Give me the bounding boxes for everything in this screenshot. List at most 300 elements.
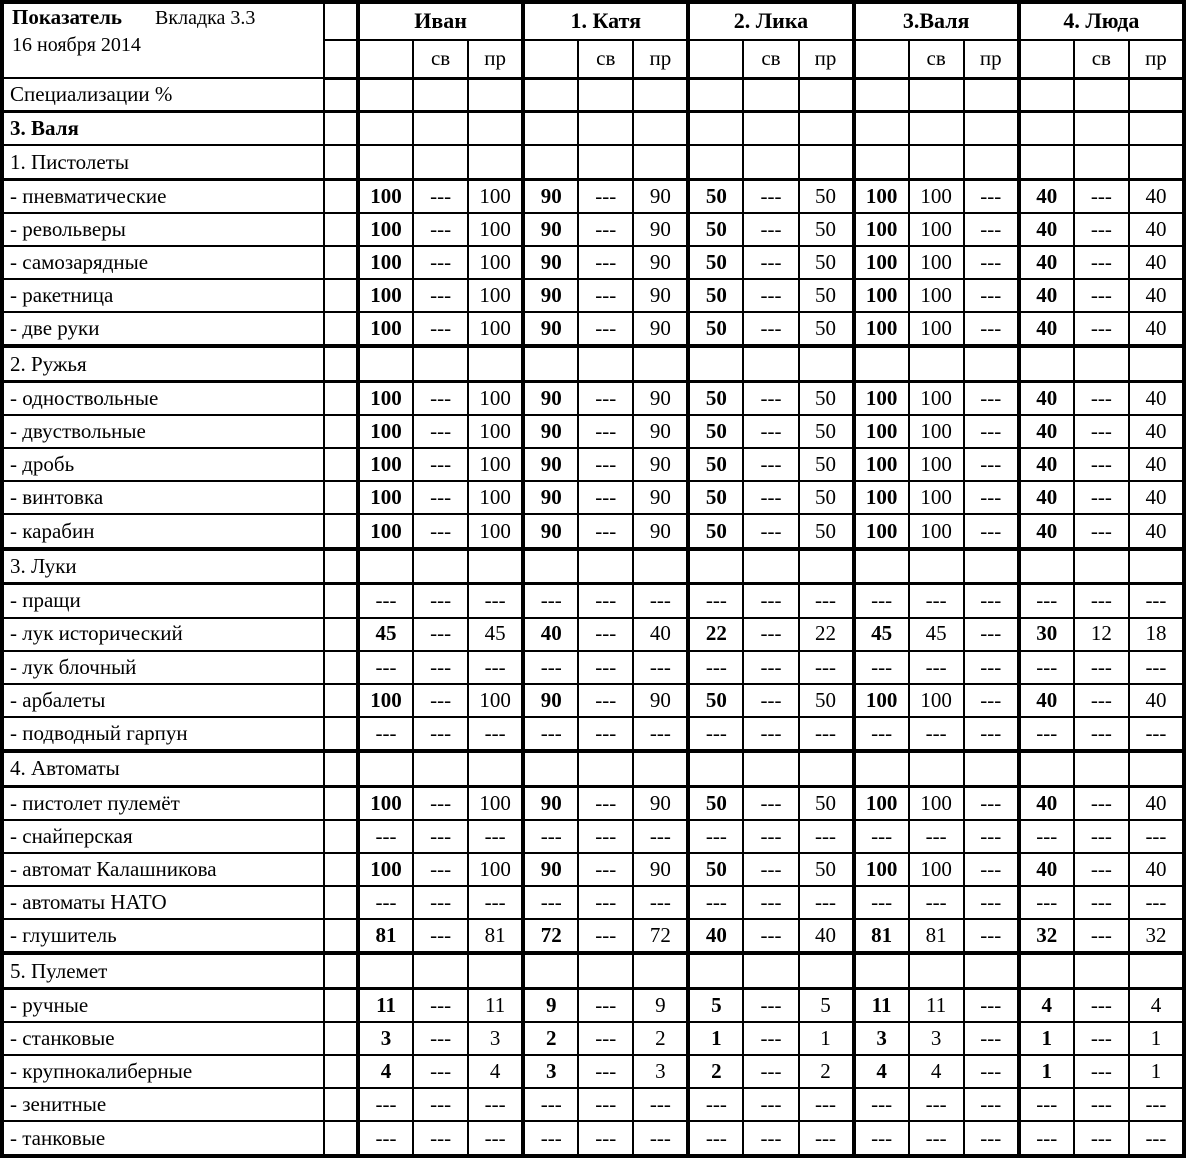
cell: --- (468, 651, 523, 684)
cell: 90 (633, 179, 688, 213)
cell: --- (413, 246, 468, 279)
table-row (2, 112, 1184, 146)
spacer-cell (324, 820, 358, 853)
cell: 45 (358, 618, 413, 651)
cell: 1 (1019, 1055, 1074, 1088)
cell: --- (743, 717, 798, 751)
cell: 9 (523, 988, 578, 1022)
cell: 2 (799, 1055, 854, 1088)
cell: --- (578, 1121, 633, 1156)
cell: --- (578, 1088, 633, 1121)
cell: --- (743, 279, 798, 312)
cell (633, 549, 688, 584)
cell (743, 78, 798, 112)
cell: --- (1074, 448, 1129, 481)
cell: 50 (799, 684, 854, 717)
spacer-cell (324, 381, 358, 415)
cell: --- (964, 312, 1019, 346)
spacer-cell (324, 786, 358, 820)
spacer-cell (324, 514, 358, 548)
cell (633, 953, 688, 988)
cell: --- (358, 1121, 413, 1156)
table-row (2, 651, 1184, 684)
cell (413, 346, 468, 381)
cell: 40 (1019, 786, 1074, 820)
cell (413, 953, 468, 988)
cell (688, 112, 743, 146)
cell (1074, 78, 1129, 112)
cell: --- (1074, 886, 1129, 919)
cell: 90 (633, 448, 688, 481)
spacer-cell (324, 279, 358, 312)
spacer-cell (324, 684, 358, 717)
cell: --- (1019, 717, 1074, 751)
cell (358, 751, 413, 786)
cell: 1 (1129, 1022, 1184, 1055)
cell (468, 346, 523, 381)
cell: 100 (909, 381, 964, 415)
cell: --- (1074, 213, 1129, 246)
cell (1074, 549, 1129, 584)
cell: --- (633, 1121, 688, 1156)
spacer-cell (324, 312, 358, 346)
cell (523, 346, 578, 381)
cell: 40 (1019, 312, 1074, 346)
subcol-blank (523, 40, 578, 78)
cell (1129, 953, 1184, 988)
table-row (2, 549, 1184, 584)
cell: 40 (1129, 786, 1184, 820)
cell: 50 (688, 179, 743, 213)
cell (799, 145, 854, 179)
cell: 32 (1019, 919, 1074, 953)
cell: --- (358, 651, 413, 684)
spacer-cell (324, 618, 358, 651)
cell (523, 751, 578, 786)
cell: 100 (854, 786, 909, 820)
cell (633, 145, 688, 179)
cell: --- (1019, 584, 1074, 618)
cell (743, 953, 798, 988)
row-label: - арбалеты (2, 684, 324, 717)
cell: 90 (633, 213, 688, 246)
cell (909, 78, 964, 112)
cell: --- (743, 584, 798, 618)
cell (413, 78, 468, 112)
group-header-lyuda: 4. Люда (1019, 2, 1184, 40)
row-label: - автоматы НАТО (2, 886, 324, 919)
cell: 100 (468, 684, 523, 717)
cell: --- (743, 179, 798, 213)
cell (413, 751, 468, 786)
cell: 90 (633, 481, 688, 514)
cell (743, 346, 798, 381)
cell: --- (413, 514, 468, 548)
cell: 50 (688, 415, 743, 448)
cell: --- (578, 886, 633, 919)
subcol-sv: св (743, 40, 798, 78)
cell (1129, 751, 1184, 786)
cell: --- (964, 886, 1019, 919)
cell (578, 78, 633, 112)
table-row (2, 179, 1184, 213)
cell: 4 (468, 1055, 523, 1088)
cell: 100 (358, 246, 413, 279)
cell: 81 (358, 919, 413, 953)
table-row (2, 751, 1184, 786)
cell: 100 (854, 312, 909, 346)
cell: --- (743, 618, 798, 651)
cell (964, 751, 1019, 786)
spacer-cell (324, 651, 358, 684)
cell: 90 (523, 312, 578, 346)
cell (1074, 112, 1129, 146)
cell: --- (964, 213, 1019, 246)
row-label: - глушитель (2, 919, 324, 953)
cell: --- (413, 786, 468, 820)
cell: 4 (1129, 988, 1184, 1022)
cell: 100 (468, 381, 523, 415)
cell: --- (743, 312, 798, 346)
cell: --- (413, 684, 468, 717)
cell (854, 78, 909, 112)
cell: 90 (523, 514, 578, 548)
cell: --- (633, 717, 688, 751)
cell: --- (1074, 786, 1129, 820)
cell (523, 145, 578, 179)
cell: --- (633, 1088, 688, 1121)
cell: --- (633, 651, 688, 684)
cell (1129, 346, 1184, 381)
cell: 40 (1129, 481, 1184, 514)
cell: --- (743, 988, 798, 1022)
cell: 40 (1129, 415, 1184, 448)
cell: --- (413, 448, 468, 481)
cell: --- (468, 820, 523, 853)
cell (854, 549, 909, 584)
cell (523, 549, 578, 584)
subcol-blank (854, 40, 909, 78)
cell: --- (964, 1055, 1019, 1088)
cell: --- (413, 988, 468, 1022)
table-row (2, 481, 1184, 514)
cell: --- (909, 1088, 964, 1121)
cell: --- (743, 919, 798, 953)
cell: 100 (909, 213, 964, 246)
subcol-pr: пр (633, 40, 688, 78)
cell: --- (578, 213, 633, 246)
cell: 100 (468, 514, 523, 548)
cell (633, 751, 688, 786)
cell (468, 751, 523, 786)
table-row (2, 919, 1184, 953)
cell: 81 (468, 919, 523, 953)
cell: --- (413, 919, 468, 953)
cell (854, 953, 909, 988)
cell: 40 (799, 919, 854, 953)
spacer-cell (324, 751, 358, 786)
cell: 50 (688, 481, 743, 514)
row-label: Специализации % (2, 78, 324, 112)
row-label: - дробь (2, 448, 324, 481)
cell (633, 346, 688, 381)
cell: --- (633, 886, 688, 919)
cell: --- (578, 246, 633, 279)
table-row (2, 78, 1184, 112)
group-header-katya: 1. Катя (523, 2, 688, 40)
row-label: - две руки (2, 312, 324, 346)
cell: 100 (358, 448, 413, 481)
cell: --- (743, 651, 798, 684)
table-row (2, 448, 1184, 481)
cell: 3 (358, 1022, 413, 1055)
cell: 3 (854, 1022, 909, 1055)
spacer-cell (324, 112, 358, 146)
row-label: - танковые (2, 1121, 324, 1156)
cell: --- (358, 717, 413, 751)
cell: 40 (1129, 246, 1184, 279)
subcol-blank (688, 40, 743, 78)
cell (964, 549, 1019, 584)
cell: --- (578, 1022, 633, 1055)
cell: --- (1074, 1022, 1129, 1055)
cell (1129, 112, 1184, 146)
cell: --- (578, 820, 633, 853)
cell: --- (578, 651, 633, 684)
cell: --- (578, 448, 633, 481)
subcol-blank (1019, 40, 1074, 78)
cell: 40 (1129, 213, 1184, 246)
cell (909, 346, 964, 381)
cell: 32 (1129, 919, 1184, 953)
cell: --- (578, 481, 633, 514)
spacer-cell (324, 1121, 358, 1156)
cell: 2 (688, 1055, 743, 1088)
cell: 40 (1129, 312, 1184, 346)
cell: 40 (1019, 514, 1074, 548)
cell: 30 (1019, 618, 1074, 651)
cell (909, 112, 964, 146)
cell: 50 (799, 514, 854, 548)
cell: 50 (799, 213, 854, 246)
spacer-cell (324, 1022, 358, 1055)
cell: 50 (799, 381, 854, 415)
cell: 50 (799, 786, 854, 820)
spacer-cell (324, 415, 358, 448)
cell: --- (578, 312, 633, 346)
cell: --- (413, 820, 468, 853)
cell: --- (688, 584, 743, 618)
cell: --- (1074, 381, 1129, 415)
cell: --- (578, 279, 633, 312)
cell: --- (964, 1022, 1019, 1055)
cell: --- (468, 886, 523, 919)
cell: --- (964, 820, 1019, 853)
cell: 90 (523, 415, 578, 448)
cell (358, 549, 413, 584)
cell: --- (1129, 1121, 1184, 1156)
cell: --- (1019, 820, 1074, 853)
cell: --- (799, 820, 854, 853)
cell (413, 549, 468, 584)
cell: --- (468, 1121, 523, 1156)
cell: --- (854, 820, 909, 853)
cell: --- (413, 853, 468, 886)
cell (964, 112, 1019, 146)
cell (799, 346, 854, 381)
cell: 100 (358, 381, 413, 415)
cell (1129, 549, 1184, 584)
cell: 100 (468, 279, 523, 312)
cell (1019, 112, 1074, 146)
cell: --- (1074, 1055, 1129, 1088)
cell: --- (523, 1121, 578, 1156)
cell: 100 (854, 684, 909, 717)
cell: --- (413, 584, 468, 618)
cell: 100 (854, 481, 909, 514)
table-row (2, 1088, 1184, 1121)
cell: --- (854, 584, 909, 618)
table-row (2, 381, 1184, 415)
spacer-cell (324, 2, 358, 40)
cell: 40 (1129, 381, 1184, 415)
cell: --- (578, 618, 633, 651)
cell (909, 953, 964, 988)
cell (358, 145, 413, 179)
row-label: - пращи (2, 584, 324, 618)
cell: --- (743, 481, 798, 514)
cell: --- (1074, 820, 1129, 853)
header-row-names (2, 2, 1184, 40)
row-label: 5. Пулемет (2, 953, 324, 988)
cell: 90 (633, 684, 688, 717)
cell: --- (413, 415, 468, 448)
cell: 3 (633, 1055, 688, 1088)
cell: --- (413, 618, 468, 651)
cell (468, 549, 523, 584)
cell: --- (964, 1088, 1019, 1121)
cell: 50 (799, 246, 854, 279)
cell: --- (468, 584, 523, 618)
row-label: - винтовка (2, 481, 324, 514)
cell: 3 (909, 1022, 964, 1055)
cell: --- (1074, 684, 1129, 717)
table-row (2, 1121, 1184, 1156)
cell: 40 (1019, 179, 1074, 213)
cell: 50 (799, 312, 854, 346)
cell: 90 (523, 179, 578, 213)
cell (688, 549, 743, 584)
cell: --- (909, 651, 964, 684)
cell: 90 (633, 279, 688, 312)
cell: 100 (358, 684, 413, 717)
cell: 22 (799, 618, 854, 651)
cell: 22 (688, 618, 743, 651)
cell: --- (1074, 415, 1129, 448)
cell (578, 953, 633, 988)
cell: --- (964, 919, 1019, 953)
cell: --- (1074, 481, 1129, 514)
cell: 100 (358, 786, 413, 820)
spacer-cell (324, 481, 358, 514)
cell (1019, 953, 1074, 988)
cell: --- (1074, 312, 1129, 346)
table-row (2, 988, 1184, 1022)
cell: --- (468, 717, 523, 751)
cell (523, 953, 578, 988)
cell: --- (964, 448, 1019, 481)
cell: --- (688, 1121, 743, 1156)
cell (1019, 145, 1074, 179)
cell: 50 (688, 514, 743, 548)
subcol-pr: пр (1129, 40, 1184, 78)
cell: --- (1129, 1088, 1184, 1121)
cell: --- (964, 514, 1019, 548)
row-label: 1. Пистолеты (2, 145, 324, 179)
cell: --- (633, 820, 688, 853)
cell (1074, 751, 1129, 786)
row-label: - пистолет пулемёт (2, 786, 324, 820)
cell: 90 (523, 246, 578, 279)
cell: 100 (358, 514, 413, 548)
cell (964, 346, 1019, 381)
cell: --- (743, 1088, 798, 1121)
cell: --- (1129, 886, 1184, 919)
cell: 100 (358, 213, 413, 246)
cell: 1 (799, 1022, 854, 1055)
cell (743, 112, 798, 146)
cell: 90 (523, 684, 578, 717)
cell: --- (1074, 246, 1129, 279)
cell: 2 (633, 1022, 688, 1055)
table-row (2, 1022, 1184, 1055)
cell: --- (413, 179, 468, 213)
cell (578, 751, 633, 786)
cell: 12 (1074, 618, 1129, 651)
row-label: - ручные (2, 988, 324, 1022)
cell: --- (413, 213, 468, 246)
cell: --- (523, 820, 578, 853)
cell: --- (964, 786, 1019, 820)
cell: --- (358, 820, 413, 853)
cell: --- (854, 886, 909, 919)
cell: --- (358, 584, 413, 618)
cell: --- (964, 279, 1019, 312)
cell: 45 (468, 618, 523, 651)
cell: --- (1074, 651, 1129, 684)
cell: --- (964, 853, 1019, 886)
cell: 40 (1129, 684, 1184, 717)
cell: --- (523, 651, 578, 684)
cell (633, 112, 688, 146)
cell: 1 (1129, 1055, 1184, 1088)
cell: --- (578, 717, 633, 751)
cell: 100 (854, 448, 909, 481)
cell (578, 549, 633, 584)
table-row (2, 953, 1184, 988)
spacer-cell (324, 246, 358, 279)
cell: 50 (688, 381, 743, 415)
cell: 100 (909, 179, 964, 213)
cell: --- (468, 1088, 523, 1121)
spacer-cell (324, 584, 358, 618)
cell: --- (1074, 1121, 1129, 1156)
cell: 45 (854, 618, 909, 651)
cell: --- (743, 213, 798, 246)
cell: --- (358, 886, 413, 919)
cell: 100 (468, 213, 523, 246)
cell: 50 (688, 786, 743, 820)
